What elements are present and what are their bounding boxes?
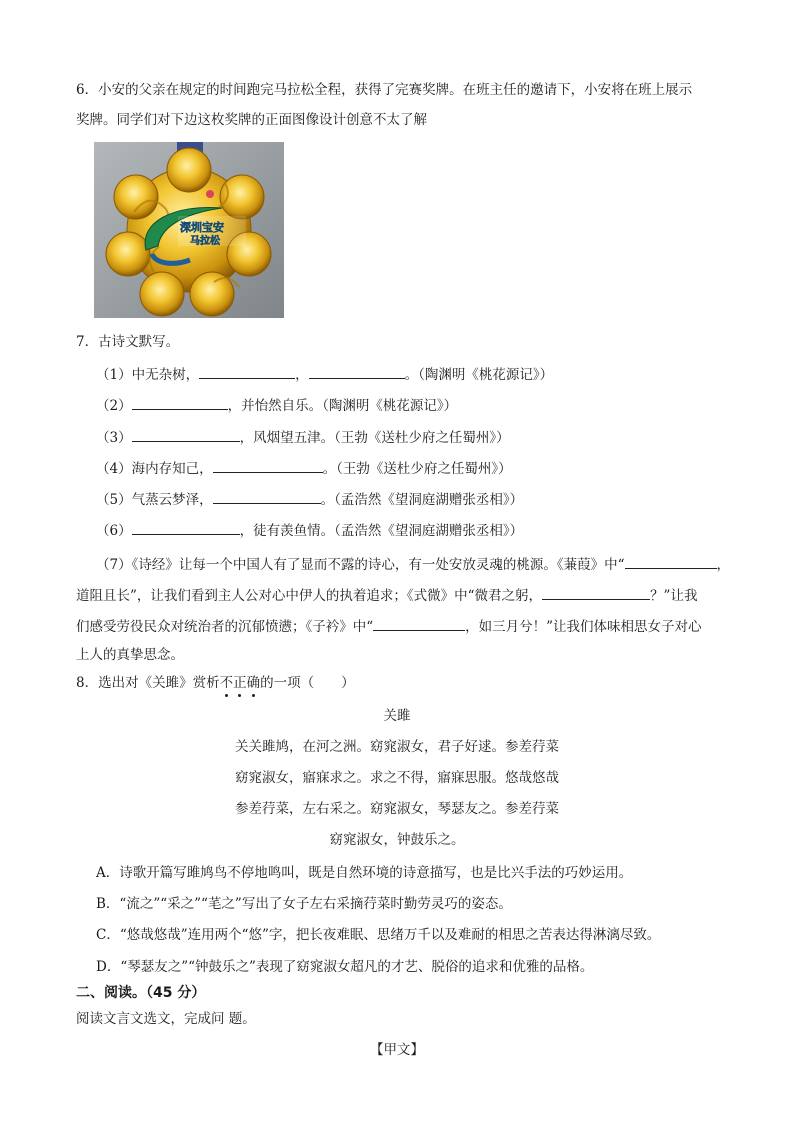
passage-label: 【甲文】 xyxy=(370,1042,424,1058)
q8-emphasis-char: 不 xyxy=(219,675,234,691)
q8-title xyxy=(76,673,355,693)
medal-logo-line1: 深圳宝安 xyxy=(180,221,224,234)
q7-p7-line1 xyxy=(96,553,730,575)
answer-blank[interactable] xyxy=(309,363,405,379)
q7-item-4-text-a: （4）海内存知己， xyxy=(96,461,213,477)
q8-emphasis-char: 确 xyxy=(246,675,261,691)
poem-title: 关雎 xyxy=(383,708,411,724)
q7-item-2-text-b: ，并怡然自乐。（陶渊明《桃花源记》） xyxy=(227,398,458,414)
q7-item-5-text-b: 。（孟浩然《望洞庭湖赠张丞相》） xyxy=(320,492,524,508)
q7-item-3-text-a: （3） xyxy=(96,430,132,446)
q7-item-6-text-b: ，徒有羡鱼情。（孟浩然《望洞庭湖赠张丞相》） xyxy=(239,523,524,539)
q8-option-c[interactable]: C．“悠哉悠哉”连用两个“悠”字，把长夜难眠、思绪万千以及难耐的相思之苦表达得淋漓尽致。 xyxy=(96,927,661,943)
medal-photo xyxy=(94,142,284,318)
q7-item-2-text-a: （2） xyxy=(96,398,132,414)
q7-item-1-text-a: （1）中无杂树， xyxy=(96,367,200,383)
answer-blank[interactable] xyxy=(213,488,321,504)
answer-blank[interactable] xyxy=(542,584,650,600)
section-instruction: 阅读文言文选文，完成问 题。 xyxy=(76,1011,256,1027)
q7-p7-text: 们感受劳役民众对统治者的沉郁愤懑；《子衿》中“ xyxy=(76,619,374,635)
poem-line-1: 关关雎鸠，在河之洲。窈窕淑女，君子好逑。参差荇菜 xyxy=(235,739,559,755)
q7-p7-text: （7）《诗经》让每一个中国人有了显而不露的诗心，有一处安放灵魂的桃源。《蒹葭》中“ xyxy=(96,557,625,573)
q8-emphasis-char: 正 xyxy=(233,675,247,691)
q7-item-1-text-b: ， xyxy=(295,367,309,383)
q7-item-5-text-a: （5）气蒸云梦泽， xyxy=(96,492,213,508)
q7-title: 7．古诗文默写。 xyxy=(76,334,180,350)
q7-p7-line3 xyxy=(76,615,702,637)
q7-item-3-text-b: ，风烟望五津。（王勃《送杜少府之任蜀州》） xyxy=(239,430,510,446)
q7-item-1-text-c: 。（陶渊明《桃花源记》） xyxy=(404,367,554,383)
answer-blank[interactable] xyxy=(199,363,295,379)
q6-text-line2: 奖牌。同学们对下边这枚奖牌的正面图像设计创意不太了解 xyxy=(76,112,427,128)
q7-p7-text: ， xyxy=(716,557,730,573)
q7-item-6-text-a: （6） xyxy=(96,523,132,539)
q7-p7-text: ？”让我 xyxy=(650,588,698,604)
q7-item-1 xyxy=(96,363,553,385)
q7-item-4 xyxy=(96,457,512,479)
q8-title-text: 8．选出对《关雎》赏析 xyxy=(76,675,220,691)
q7-item-3 xyxy=(96,426,510,448)
q7-item-4-text-b: 。（王勃《送杜少府之任蜀州》） xyxy=(322,461,512,477)
q8-option-a[interactable]: A．诗歌开篇写雎鸠鸟不停地鸣叫，既是自然环境的诗意描写，也是比兴手法的巧妙运用。 xyxy=(96,865,633,881)
q6-text-line1: 6．小安的父亲在规定的时间跑完马拉松全程，获得了完赛奖牌。在班主任的邀请下，小安将在班上展示 xyxy=(76,82,693,98)
answer-blank[interactable] xyxy=(625,553,717,569)
q8-option-b[interactable]: B．“流之”“采之”“芼之”写出了女子左右采摘荇菜时勤劳灵巧的姿态。 xyxy=(96,896,512,912)
q7-p7-line4: 上人的真挚思念。 xyxy=(76,647,184,663)
answer-blank[interactable] xyxy=(132,519,240,535)
medal-logo-line2: 马拉松 xyxy=(190,236,220,247)
section-heading: 二、阅读。（45 分） xyxy=(76,985,206,1001)
q7-item-6 xyxy=(96,519,523,541)
answer-blank[interactable] xyxy=(132,394,228,410)
q8-option-d[interactable]: D．“琴瑟友之”“钟鼓乐之”表现了窈窕淑女超凡的才艺、脱俗的追求和优雅的品格。 xyxy=(96,959,594,975)
q7-p7-text: 道阻且长”，让我们看到主人公对心中伊人的执着追求；《式微》中“微君之躬， xyxy=(76,588,543,604)
poem-line-2: 窈窕淑女，寤寐求之。求之不得，寤寐思服。悠哉悠哉 xyxy=(235,770,559,786)
answer-blank[interactable] xyxy=(132,426,240,442)
medal-icon xyxy=(94,142,284,318)
answer-blank[interactable] xyxy=(213,457,323,473)
q7-p7-line2 xyxy=(76,584,697,606)
poem-line-4: 窈窕淑女，钟鼓乐之。 xyxy=(329,832,465,848)
q7-p7-text: ，如三月兮！”让我们体味相思女子对心 xyxy=(465,619,702,635)
q8-title-text: 的一项（ ） xyxy=(260,675,355,691)
q7-item-2 xyxy=(96,394,457,416)
q7-item-5 xyxy=(96,488,523,510)
poem-line-3: 参差荇菜，左右采之。窈窕淑女，琴瑟友之。参差荇菜 xyxy=(235,801,559,817)
answer-blank[interactable] xyxy=(373,615,465,631)
